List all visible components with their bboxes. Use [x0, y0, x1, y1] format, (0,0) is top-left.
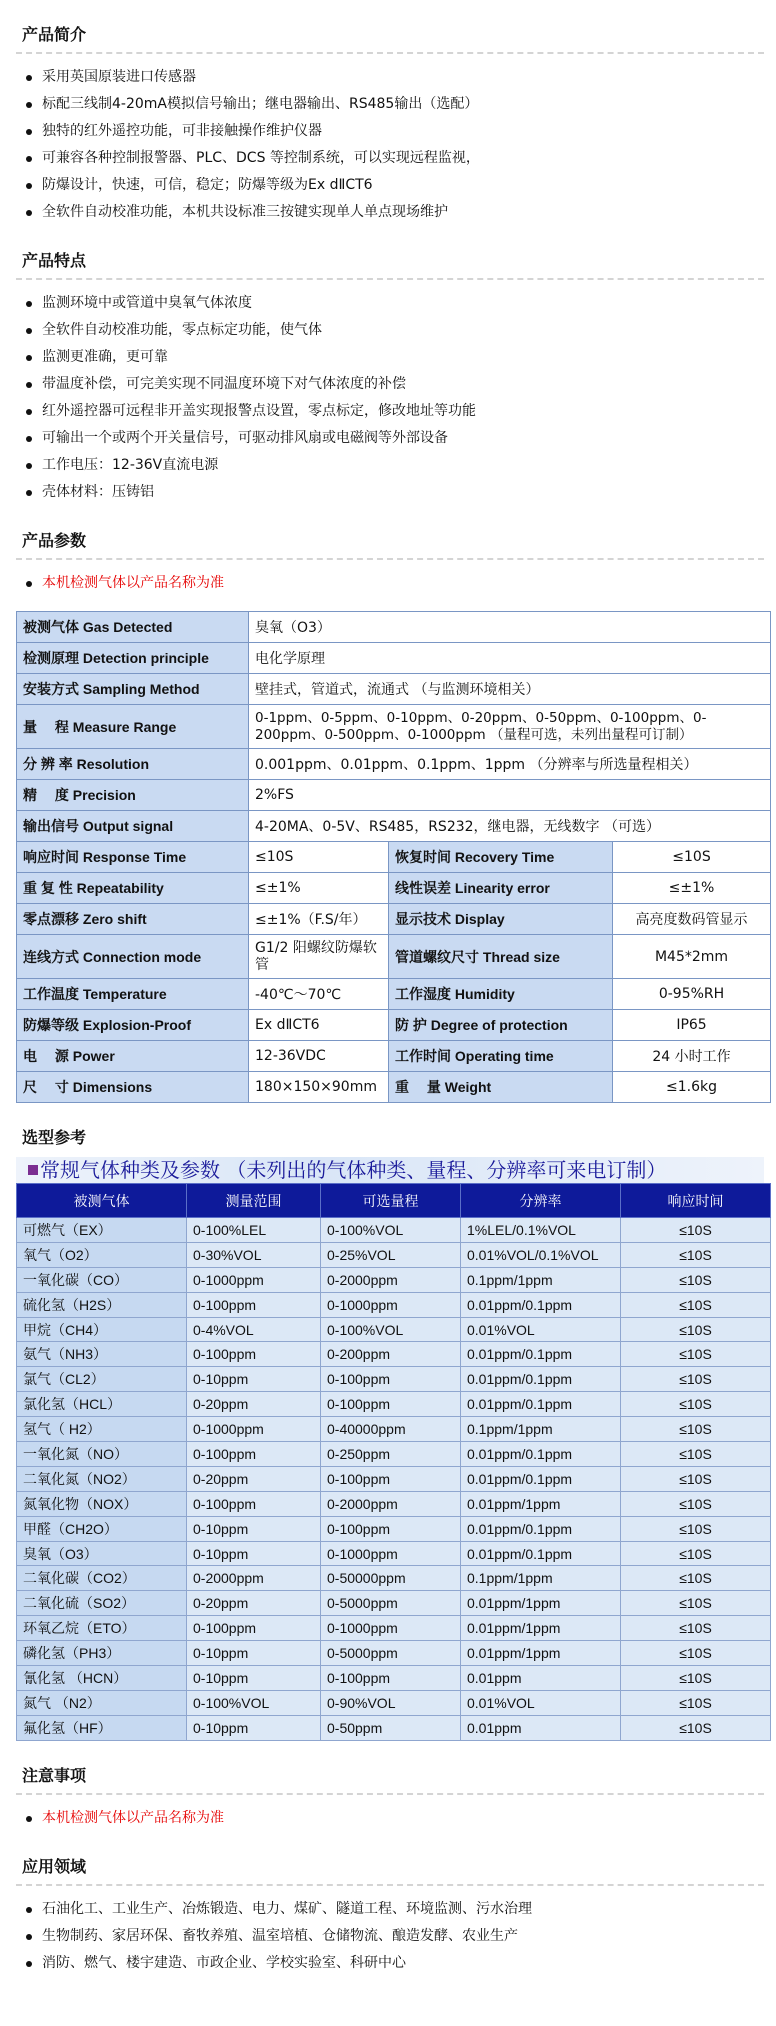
table-cell: 0-100ppm — [187, 1616, 321, 1641]
table-cell: 0-1000ppm — [321, 1292, 461, 1317]
table-cell: 0.01ppm/0.1ppm — [461, 1367, 621, 1392]
table-cell: 0-1000ppm — [321, 1541, 461, 1566]
table-cell: 0-100ppm — [321, 1466, 461, 1491]
table-cell: 0-20ppm — [187, 1591, 321, 1616]
params-title: 产品参数 — [22, 531, 87, 550]
table-cell: 0-100ppm — [321, 1516, 461, 1541]
notes-section — [16, 1741, 764, 1832]
param-value: 180×150×90mm — [249, 1072, 389, 1103]
table-cell: 0-100ppm — [187, 1292, 321, 1317]
table-cell: 二氧化碳（CO2） — [17, 1566, 187, 1591]
table-cell: 0-100%VOL — [321, 1218, 461, 1243]
table-row — [17, 1292, 771, 1317]
table-cell: 0-10ppm — [187, 1715, 321, 1740]
list-item: 本机检测气体以产品名称为准 — [20, 1805, 764, 1832]
param-label: 恢复时间 Recovery Time — [389, 842, 613, 873]
table-row — [17, 1442, 771, 1467]
list-item: 监测更准确，更可靠 — [20, 344, 764, 371]
table-cell: 氢气（ H2） — [17, 1417, 187, 1442]
table-cell: 0-10ppm — [187, 1666, 321, 1691]
table-row — [17, 643, 771, 674]
table-cell: 甲醛（CH2O） — [17, 1516, 187, 1541]
param-value: ≤10S — [613, 842, 771, 873]
table-row — [17, 674, 771, 705]
list-item: 标配三线制4-20mA模拟信号输出；继电器输出、RS485输出（选配） — [20, 91, 764, 118]
param-label: 检测原理 Detection principle — [17, 643, 249, 674]
table-cell: 氨气（NH3） — [17, 1342, 187, 1367]
column-header: 被测气体 — [17, 1184, 187, 1218]
table-row — [17, 1342, 771, 1367]
table-row — [17, 1616, 771, 1641]
param-value: Ex dⅡCT6 — [249, 1010, 389, 1041]
list-item: 独特的红外遥控功能，可非接触操作维护仪器 — [20, 118, 764, 145]
table-row — [17, 873, 771, 904]
table-cell: 氯化氢（HCL） — [17, 1392, 187, 1417]
param-value: -40℃～70℃ — [249, 979, 389, 1010]
param-label: 输出信号 Output signal — [17, 811, 249, 842]
list-item: 全软件自动校准功能，零点标定功能，使气体 — [20, 317, 764, 344]
table-row — [17, 842, 771, 873]
param-label: 工作温度 Temperature — [17, 979, 249, 1010]
table-cell: ≤10S — [621, 1541, 771, 1566]
table-row — [17, 1566, 771, 1591]
table-header-row — [17, 1184, 771, 1218]
param-label: 防 护 Degree of protection — [389, 1010, 613, 1041]
param-value: ≤±1% — [613, 873, 771, 904]
table-row — [17, 1417, 771, 1442]
table-cell: ≤10S — [621, 1242, 771, 1267]
list-item: 可兼容各种控制报警器、PLC、DCS 等控制系统，可以实现远程监视， — [20, 145, 764, 172]
table-row — [17, 1242, 771, 1267]
param-label: 工作湿度 Humidity — [389, 979, 613, 1010]
list-item: 监测环境中或管道中臭氧气体浓度 — [20, 290, 764, 317]
list-item: 工作电压：12-36V直流电源 — [20, 452, 764, 479]
table-row — [17, 1516, 771, 1541]
param-label: 安装方式 Sampling Method — [17, 674, 249, 705]
table-cell: 0-10ppm — [187, 1367, 321, 1392]
table-cell: 氰化氢 （HCN） — [17, 1666, 187, 1691]
table-cell: 0-4%VOL — [187, 1317, 321, 1342]
table-cell: ≤10S — [621, 1641, 771, 1666]
param-value: IP65 — [613, 1010, 771, 1041]
table-cell: 0.01%VOL — [461, 1317, 621, 1342]
table-cell: 0-100ppm — [187, 1442, 321, 1467]
table-cell: 环氧乙烷（ETO） — [17, 1616, 187, 1641]
table-cell: 0.01ppm/1ppm — [461, 1616, 621, 1641]
param-value: 24 小时工作 — [613, 1041, 771, 1072]
table-cell: 0-50000ppm — [321, 1566, 461, 1591]
param-label: 线性误差 Linearity error — [389, 873, 613, 904]
param-value: 4-20MA、0-5V、RS485，RS232，继电器，无线数字 （可选） — [249, 811, 771, 842]
table-cell: 二氧化氮（NO2） — [17, 1466, 187, 1491]
table-row — [17, 979, 771, 1010]
table-cell: 0-100ppm — [187, 1491, 321, 1516]
table-cell: 0-2000ppm — [321, 1491, 461, 1516]
param-value: 2%FS — [249, 780, 771, 811]
params-section — [16, 506, 764, 1103]
table-row — [17, 811, 771, 842]
table-cell: ≤10S — [621, 1591, 771, 1616]
intro-section — [16, 0, 764, 226]
param-value: ≤1.6kg — [613, 1072, 771, 1103]
param-value: M45*2mm — [613, 935, 771, 979]
table-row — [17, 1715, 771, 1740]
features-list — [16, 290, 764, 506]
table-cell: 0.01ppm/1ppm — [461, 1591, 621, 1616]
table-cell: 0.1ppm/1ppm — [461, 1267, 621, 1292]
table-row — [17, 904, 771, 935]
list-item: 带温度补偿，可完美实现不同温度环境下对气体浓度的补偿 — [20, 371, 764, 398]
table-row — [17, 1491, 771, 1516]
table-cell: 0-100ppm — [321, 1367, 461, 1392]
param-label: 管道螺纹尺寸 Thread size — [389, 935, 613, 979]
table-cell: 0.1ppm/1ppm — [461, 1566, 621, 1591]
table-cell: ≤10S — [621, 1342, 771, 1367]
param-label: 响应时间 Response Time — [17, 842, 249, 873]
applications-list — [16, 1896, 764, 1977]
table-cell: ≤10S — [621, 1317, 771, 1342]
table-cell: 0-200ppm — [321, 1342, 461, 1367]
param-value: 壁挂式，管道式，流通式 （与监测环境相关） — [249, 674, 771, 705]
param-label: 尺 寸 Dimensions — [17, 1072, 249, 1103]
table-cell: 0-90%VOL — [321, 1690, 461, 1715]
param-label: 分 辨 率 Resolution — [17, 749, 249, 780]
table-cell: 0-100%VOL — [187, 1690, 321, 1715]
table-row — [17, 1010, 771, 1041]
table-row — [17, 1072, 771, 1103]
gas-table — [16, 1183, 771, 1741]
table-cell: 0.01ppm/1ppm — [461, 1641, 621, 1666]
applications-section — [16, 1832, 764, 1977]
selection-title: 选型参考 — [22, 1128, 87, 1147]
table-cell: 0-1000ppm — [187, 1417, 321, 1442]
table-cell: ≤10S — [621, 1442, 771, 1467]
param-label: 量 程 Measure Range — [17, 705, 249, 749]
column-header: 测量范围 — [187, 1184, 321, 1218]
param-value: 12-36VDC — [249, 1041, 389, 1072]
table-cell: 一氧化碳（CO） — [17, 1267, 187, 1292]
table-cell: ≤10S — [621, 1690, 771, 1715]
table-cell: 0-100ppm — [187, 1342, 321, 1367]
table-cell: 0.01ppm/0.1ppm — [461, 1392, 621, 1417]
table-cell: 氧气（O2） — [17, 1242, 187, 1267]
param-value: ≤10S — [249, 842, 389, 873]
features-divider — [16, 278, 764, 280]
table-cell: 0.01ppm/0.1ppm — [461, 1516, 621, 1541]
table-row — [17, 1690, 771, 1715]
param-label: 重 复 性 Repeatability — [17, 873, 249, 904]
param-value: G1/2 阳螺纹防爆软管 — [249, 935, 389, 979]
table-cell: 0.01ppm/0.1ppm — [461, 1342, 621, 1367]
intro-title: 产品简介 — [22, 25, 87, 44]
table-row — [17, 935, 771, 979]
table-cell: 0.01ppm — [461, 1715, 621, 1740]
notes-divider — [16, 1793, 764, 1795]
table-cell: 0.01ppm/0.1ppm — [461, 1466, 621, 1491]
table-cell: 0-40000ppm — [321, 1417, 461, 1442]
table-cell: 0.01%VOL — [461, 1690, 621, 1715]
table-cell: 氮氧化物（NOX） — [17, 1491, 187, 1516]
param-label: 工作时间 Operating time — [389, 1041, 613, 1072]
list-item: 防爆设计，快速，可信，稳定；防爆等级为Ex dⅡCT6 — [20, 172, 764, 199]
table-cell: ≤10S — [621, 1715, 771, 1740]
table-cell: 0-50ppm — [321, 1715, 461, 1740]
table-row — [17, 1466, 771, 1491]
table-row — [17, 705, 771, 749]
table-cell: ≤10S — [621, 1666, 771, 1691]
table-cell: ≤10S — [621, 1516, 771, 1541]
table-cell: 0-5000ppm — [321, 1641, 461, 1666]
table-cell: ≤10S — [621, 1616, 771, 1641]
table-cell: 氯气（CL2） — [17, 1367, 187, 1392]
table-cell: ≤10S — [621, 1466, 771, 1491]
params-note-list — [16, 570, 764, 597]
table-cell: 0-2000ppm — [321, 1267, 461, 1292]
features-section — [16, 226, 764, 506]
table-cell: 0-10ppm — [187, 1516, 321, 1541]
table-cell: 0-10ppm — [187, 1541, 321, 1566]
gas-table-body — [17, 1218, 771, 1741]
table-cell: 硫化氢（H2S） — [17, 1292, 187, 1317]
table-cell: 0.01ppm/0.1ppm — [461, 1292, 621, 1317]
table-cell: 0-100%VOL — [321, 1317, 461, 1342]
table-cell: 氮气 （N2） — [17, 1690, 187, 1715]
list-item: 壳体材料：压铸铝 — [20, 479, 764, 506]
param-label: 零点漂移 Zero shift — [17, 904, 249, 935]
list-item: 全软件自动校准功能，本机共设标准三按键实现单人单点现场维护 — [20, 199, 764, 226]
applications-title: 应用领域 — [22, 1856, 87, 1876]
features-title: 产品特点 — [22, 251, 87, 270]
table-cell: 二氧化硫（SO2） — [17, 1591, 187, 1616]
table-cell: 0-20ppm — [187, 1466, 321, 1491]
param-value: ≤±1%（F.S/年） — [249, 904, 389, 935]
table-cell: 0-100ppm — [321, 1666, 461, 1691]
table-cell: 甲烷（CH4） — [17, 1317, 187, 1342]
list-item: 消防、燃气、楼宇建造、市政企业、学校实验室、科研中心 — [20, 1950, 764, 1977]
param-label: 防爆等级 Explosion-Proof — [17, 1010, 249, 1041]
table-cell: ≤10S — [621, 1417, 771, 1442]
table-cell: 0-100%LEL — [187, 1218, 321, 1243]
table-cell: 臭氧（O3） — [17, 1541, 187, 1566]
table-cell: 0.01%VOL/0.1%VOL — [461, 1242, 621, 1267]
param-value: 0-1ppm、0-5ppm、0-10ppm、0-20ppm、0-50ppm、0-100ppm、0-200ppm、0-500ppm、0-1000ppm （量程可选，未列出量程可订制） — [249, 705, 771, 749]
param-value: ≤±1% — [249, 873, 389, 904]
table-row — [17, 1367, 771, 1392]
table-row — [17, 1591, 771, 1616]
list-item: 生物制药、家居环保、畜牧养殖、温室培植、仓储物流、酿造发酵、农业生产 — [20, 1923, 764, 1950]
table-cell: 可燃气（EX） — [17, 1218, 187, 1243]
table-cell: 0-30%VOL — [187, 1242, 321, 1267]
list-item: 可输出一个或两个开关量信号，可驱动排风扇或电磁阀等外部设备 — [20, 425, 764, 452]
table-cell: 0-250ppm — [321, 1442, 461, 1467]
table-cell: 0-25%VOL — [321, 1242, 461, 1267]
table-cell: ≤10S — [621, 1267, 771, 1292]
table-row — [17, 1641, 771, 1666]
table-row — [17, 1218, 771, 1243]
notes-title: 注意事项 — [22, 1765, 87, 1785]
param-value: 0.001ppm、0.01ppm、0.1ppm、1ppm （分辨率与所选量程相关） — [249, 749, 771, 780]
param-label: 连线方式 Connection mode — [17, 935, 249, 979]
table-row — [17, 780, 771, 811]
table-row — [17, 1666, 771, 1691]
table-cell: 0-5000ppm — [321, 1591, 461, 1616]
table-row — [17, 1317, 771, 1342]
square-bullet-icon — [28, 1165, 38, 1175]
param-label: 被测气体 Gas Detected — [17, 612, 249, 643]
selection-section — [16, 1103, 764, 1741]
applications-divider — [16, 1884, 764, 1886]
table-cell: ≤10S — [621, 1566, 771, 1591]
table-row — [17, 612, 771, 643]
table-cell: 0-1000ppm — [321, 1616, 461, 1641]
table-cell: 0.01ppm/0.1ppm — [461, 1541, 621, 1566]
table-cell: 0-2000ppm — [187, 1566, 321, 1591]
table-row — [17, 1041, 771, 1072]
table-cell: 0-1000ppm — [187, 1267, 321, 1292]
table-row — [17, 1392, 771, 1417]
table-cell: ≤10S — [621, 1491, 771, 1516]
table-cell: 0.01ppm/0.1ppm — [461, 1442, 621, 1467]
table-cell: ≤10S — [621, 1292, 771, 1317]
params-table — [16, 611, 771, 1103]
column-header: 响应时间 — [621, 1184, 771, 1218]
params-divider — [16, 558, 764, 560]
list-item: 石油化工、工业生产、冶炼锻造、电力、煤矿、隧道工程、环境监测、污水治理 — [20, 1896, 764, 1923]
table-cell: 0.1ppm/1ppm — [461, 1417, 621, 1442]
table-cell: 0.01ppm/1ppm — [461, 1491, 621, 1516]
param-value: 臭氧（O3） — [249, 612, 771, 643]
gas-table-heading-text: 常规气体种类及参数 （未列出的气体种类、量程、分辨率可来电订制） — [40, 1158, 667, 1182]
table-cell: 0-100ppm — [321, 1392, 461, 1417]
list-item: 红外遥控器可远程非开盖实现报警点设置，零点标定，修改地址等功能 — [20, 398, 764, 425]
param-label: 重 量 Weight — [389, 1072, 613, 1103]
table-row — [17, 1267, 771, 1292]
list-item: 采用英国原装进口传感器 — [20, 64, 764, 91]
table-row — [17, 1541, 771, 1566]
table-cell: 0.01ppm — [461, 1666, 621, 1691]
table-cell: ≤10S — [621, 1218, 771, 1243]
gas-table-heading — [16, 1157, 764, 1183]
table-cell: ≤10S — [621, 1367, 771, 1392]
table-cell: 0-20ppm — [187, 1392, 321, 1417]
table-cell: ≤10S — [621, 1392, 771, 1417]
table-cell: 磷化氢（PH3） — [17, 1641, 187, 1666]
param-value: 高亮度数码管显示 — [613, 904, 771, 935]
table-row — [17, 749, 771, 780]
table-cell: 1%LEL/0.1%VOL — [461, 1218, 621, 1243]
table-cell: 一氧化氮（NO） — [17, 1442, 187, 1467]
param-label: 精 度 Precision — [17, 780, 249, 811]
column-header: 分辨率 — [461, 1184, 621, 1218]
param-value: 电化学原理 — [249, 643, 771, 674]
intro-divider — [16, 52, 764, 54]
param-value: 0-95%RH — [613, 979, 771, 1010]
intro-list — [16, 64, 764, 226]
param-label: 显示技术 Display — [389, 904, 613, 935]
params-note: 本机检测气体以产品名称为准 — [20, 570, 764, 597]
table-cell: 0-10ppm — [187, 1641, 321, 1666]
param-label: 电 源 Power — [17, 1041, 249, 1072]
table-cell: 氟化氢（HF） — [17, 1715, 187, 1740]
notes-list — [16, 1805, 764, 1832]
column-header: 可选量程 — [321, 1184, 461, 1218]
